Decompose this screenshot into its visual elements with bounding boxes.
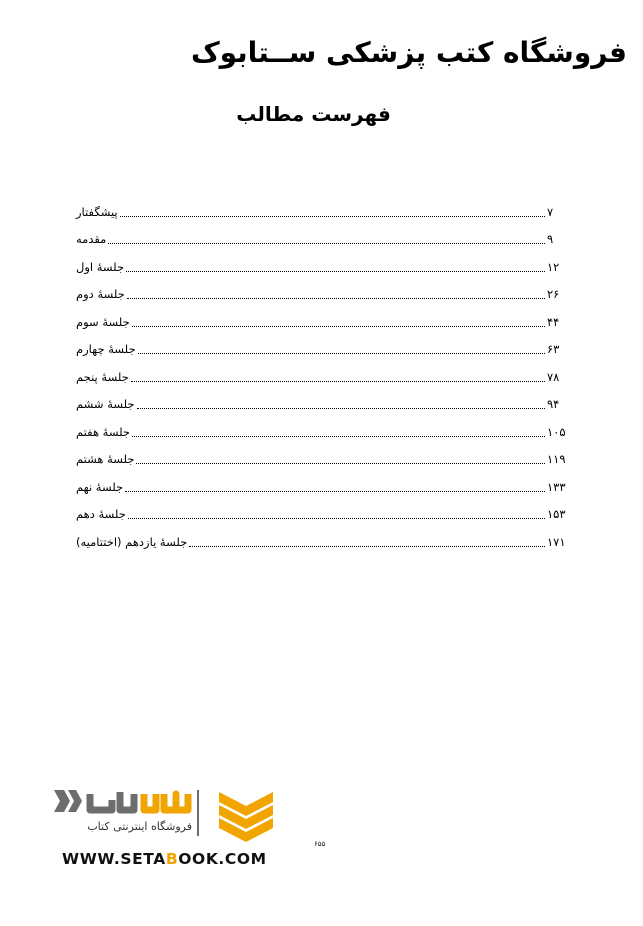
book-chevron-icon — [215, 788, 277, 842]
toc-entry — [76, 528, 567, 556]
logo-divider — [197, 790, 199, 836]
toc-entry — [76, 446, 567, 474]
toc-heading-text: فهرست مطالب — [236, 102, 391, 126]
toc-dot-leader — [128, 509, 545, 519]
toc-entry-label: جلسهٔ چهارم — [76, 342, 136, 357]
logo-wordmark-graphic — [52, 784, 192, 818]
toc-dot-leader — [131, 372, 545, 382]
toc-entry — [76, 308, 567, 336]
url-prefix: WWW.SETA — [62, 850, 166, 868]
page-number: ۶۵۵ — [314, 840, 326, 848]
toc-entry-label: جلسهٔ هشتم — [76, 452, 135, 467]
toc-entry-page: ۴۴ — [547, 314, 560, 329]
toc-entry-page: ۱۰۵ — [547, 424, 566, 439]
toc-dot-leader — [108, 234, 545, 244]
toc-entry-label: جلسهٔ سوم — [76, 314, 130, 329]
toc-entry-label: مقدمه — [76, 232, 107, 247]
toc-dot-leader — [127, 289, 545, 299]
toc-entry-label: جلسهٔ دوم — [76, 287, 125, 302]
toc-entry-page: ۱۵۳ — [547, 507, 566, 522]
toc-dot-leader — [132, 427, 545, 437]
toc-entry — [76, 501, 567, 529]
toc-dot-leader — [189, 537, 545, 547]
publisher-logo — [52, 782, 277, 872]
toc-entry — [76, 473, 567, 501]
url-suffix: OOK.COM — [178, 850, 267, 868]
toc-entry-label: جلسهٔ دهم — [76, 507, 126, 522]
toc-entry — [76, 391, 567, 419]
toc-entry-page: ۱۷۱ — [547, 534, 566, 549]
toc-entry-label: پیشگفتار — [76, 204, 118, 219]
toc-entry-page: ۹۴ — [547, 397, 560, 412]
toc-entry-page: ۷ — [547, 204, 554, 219]
toc-entry — [76, 363, 567, 391]
logo-subtitle: فروشگاه اینترنتی کتاب — [87, 820, 192, 833]
toc-dot-leader — [132, 317, 545, 327]
url-accent-letter: B — [165, 850, 179, 868]
toc-entry-label: جلسهٔ اول — [76, 259, 125, 274]
table-of-contents — [76, 198, 567, 556]
toc-dot-leader — [136, 454, 545, 464]
toc-entry-page: ۹ — [547, 232, 554, 247]
site-url — [62, 850, 267, 868]
toc-entry-page: ۷۸ — [547, 369, 560, 384]
toc-dot-leader — [120, 207, 545, 217]
toc-dot-leader — [126, 262, 545, 272]
toc-entry-page: ۶۳ — [547, 342, 560, 357]
page-header-title: فروشگاه کتب پزشکی ســتابوک — [190, 36, 627, 69]
toc-entry-page: ۱۲ — [547, 259, 560, 274]
toc-dot-leader — [138, 344, 545, 354]
toc-entry-label: جلسهٔ پنجم — [76, 369, 129, 384]
toc-entry — [76, 418, 567, 446]
toc-dot-leader — [137, 399, 545, 409]
toc-entry-label: جلسهٔ یازدهم (اختتامیه) — [76, 534, 188, 549]
toc-entry-page: ۱۱۹ — [547, 452, 566, 467]
toc-entry — [76, 281, 567, 309]
toc-entry-page: ۲۶ — [547, 287, 560, 302]
toc-entry-label: جلسهٔ هفتم — [76, 424, 131, 439]
toc-heading — [0, 102, 643, 126]
toc-entry-label: جلسهٔ نهم — [76, 479, 124, 494]
toc-entry — [76, 226, 567, 254]
toc-entry-page: ۱۳۳ — [547, 479, 566, 494]
toc-entry-label: جلسهٔ ششم — [76, 397, 135, 412]
toc-entry — [76, 198, 567, 226]
toc-dot-leader — [125, 482, 545, 492]
toc-entry — [76, 253, 567, 281]
toc-entry — [76, 336, 567, 364]
